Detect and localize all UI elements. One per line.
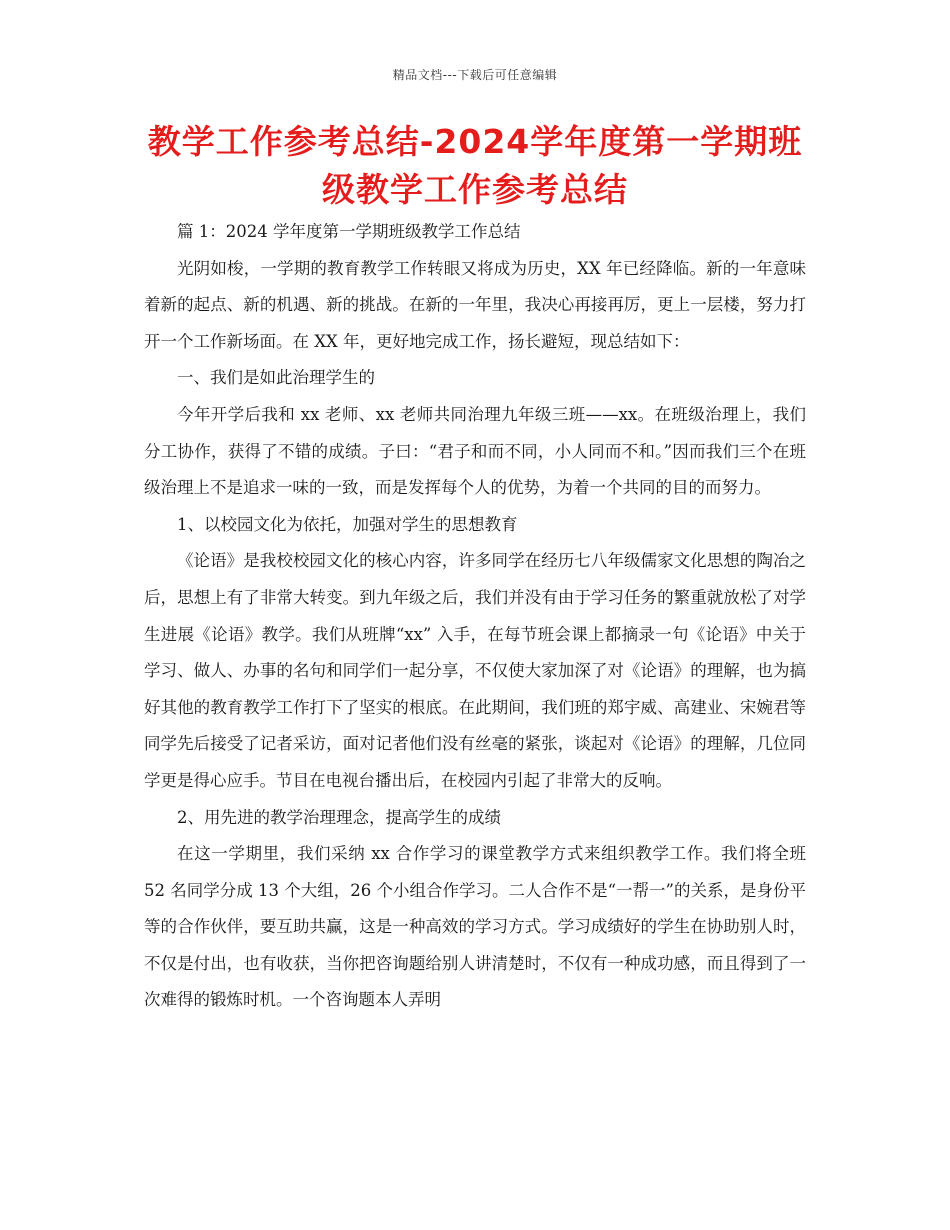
header-note: 精品文档---下载后可任意编辑 (392, 68, 558, 82)
paragraph-cooperative-learning: 在这一学期里，我们采纳 xx 合作学习的课堂教学方式来组织教学工作。我们将全班 52 名同学分成 13 个大组，26 个小组合作学习。二人合作不是“一帮一”的关系，是身份平等的合作伙伴，要互助共赢，这是一种高效的学习方式。学习成绩好的学生在协助别人时，不仅是付出，也有收获，当你把咨询题给别人讲清楚时，不仅有一种成功感，而且得到了一次难得的锻炼时机。一个咨询题本人弄明 (144, 844, 806, 1010)
paragraph-subheading-1: 1、以校园文化为依托，加强对学生的思想教育 (177, 514, 518, 534)
paragraph-heading-1: 一、我们是如此治理学生的 (177, 368, 375, 388)
paragraph-intro: 光阴如梭，一学期的教育教学工作转眼又将成为历史，XX 年已经降临。新的一年意味着新的起点、新的机遇、新的挑战。在新的一年里，我决心再接再厉，更上一层楼，努力打开一个工作新场面。在 XX 年，更好地完成工作，扬长避短，现总结如下： (144, 258, 806, 351)
paragraph-section-label: 篇 1：2024 学年度第一学期班级教学工作总结 (177, 222, 521, 241)
document-title: 教学工作参考总结-2024学年度第一学期班级教学工作参考总结 (147, 122, 803, 209)
paragraph-management: 今年开学后我和 xx 老师、xx 老师共同治理九年级三班——xx。在班级治理上，我们分工协作，获得了不错的成绩。子曰：“君子和而不同，小人同而不和。”因而我们三个在班级治理上不是追求一味的一致，而是发挥每个人的优势，为着一个共同的目的而努力。 (144, 404, 806, 498)
paragraph-lunyu: 《论语》是我校校园文化的核心内容，许多同学在经历七八年级儒家文化思想的陶冶之后，思想上有了非常大转变。到九年级之后，我们并没有由于学习任务的繁重就放松了对学生进展《论语》教学。我们从班牌“xx” 入手，在每节班会课上都摘录一句《论语》中关于学习、做人、办事的名句和同学们一起分享，不仅使大家加深了对《论语》的理解，也为搞好其他的教育教学工作打下了坚实的根底。在此期间，我们班的郑宇威、高建业、宋婉君等同学先后接受了记者采访，面对记者他们没有丝毫的紧张，谈起对《论语》的理解，几位同学更是得心应手。节目在电视台播出后，在校园内引起了非常大的反响。 (144, 551, 806, 790)
document-body (144, 214, 806, 1019)
paragraph-subheading-2: 2、用先进的教学治理理念，提高学生的成绩 (177, 807, 501, 827)
